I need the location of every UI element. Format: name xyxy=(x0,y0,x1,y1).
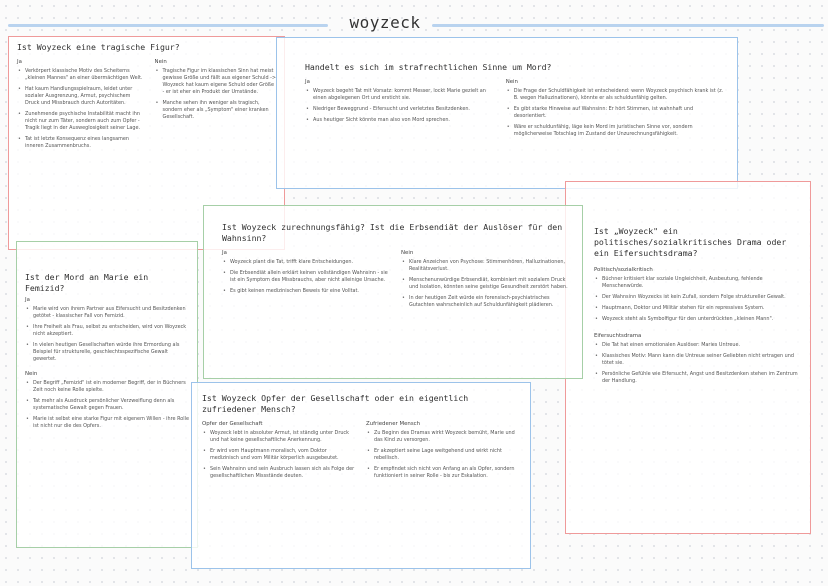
bullet-item: • Die Erbsendiät allein erklärt keinen vollständigen Wahnsinn - sie ist ein Symptom des Missbrauchs, aber nicht alleinige Ursache. xyxy=(222,270,391,284)
bullet-item: • Büchner kritisiert klar soziale Ungleichheit, Ausbeutung, fehlende Menschenwürde. xyxy=(594,276,798,290)
bullet-item: • Es gibt starke Hinweise auf Wahnsinn: Er hört Stimmen, ist wahnhaft und desorientiert. xyxy=(506,106,725,120)
bullet-item: • Zunehmende psychische Instabilität macht ihn nicht nur zum Täter, sondern auch zum Opfer - Tragik liegt in der Ausweglosigkeit seiner Lage. xyxy=(17,111,145,132)
bullet-item: • Persönliche Gefühle wie Eifersucht, Angst und Besitzdenken stehen im Zentrum der Handlung. xyxy=(594,371,798,385)
bullet-item: • Der Wahnsinn Woyzecks ist kein Zufall, sondern Folge struktureller Gewalt. xyxy=(594,294,798,301)
bullet-item: • Manche sehen ihn weniger als tragisch, sondern eher als „Symptom" einer kranken Gesellschaft. xyxy=(155,100,276,121)
bullet-item: • Die Tat hat einen emotionalen Auslöser: Maries Untreue. xyxy=(594,342,798,349)
eifersucht-list xyxy=(594,342,798,385)
bullet-item: • Verkörpert klassische Motiv des Scheiterns „kleinen Mannes" an einer übermächtigen Welt. xyxy=(17,68,145,82)
ja-list xyxy=(17,68,145,150)
title-underline-left xyxy=(8,24,328,27)
bullet-item: • Er wird vom Hauptmann moralisch, vom Doktor medizinisch und vom Militär körperlich ausgebeutet. xyxy=(202,448,356,462)
bullet-item: • Tat mehr als Ausdruck persönlicher Verzweiflung denn als systematische Gewalt gegen Frauen. xyxy=(25,398,189,412)
opfer-list xyxy=(202,430,356,480)
column-heading-ja: Ja xyxy=(17,59,22,66)
bullet-item: • Aus heutiger Sicht könnte man also von Mord sprechen. xyxy=(305,117,496,124)
nein-list xyxy=(506,88,725,138)
bullet-item: • Die Frage der Schuldfähigkeit ist entscheidend: wenn Woyzeck psychisch krank ist (z. B. wegen Halluzinationen), könnte er als schuldunfähig gelten. xyxy=(506,88,725,102)
ja-list xyxy=(305,88,496,124)
bullet-item: • Hat kaum Handlungsspielraum, leidet unter sozialer Ausgrenzung, Armut, psychischem Druck und Missbrauch durch Autoritäten. xyxy=(17,86,145,107)
bullet-item: • Er empfindet sich nicht von Anfang an als Opfer, sondern funktioniert in seiner Rolle - bis zur Eskalation. xyxy=(366,466,520,480)
column-heading-nein: Nein xyxy=(154,59,167,66)
politisch-list xyxy=(594,276,798,323)
column-heading-opfer: Opfer der Gesellschaft xyxy=(202,421,263,428)
card-femizid xyxy=(16,241,198,548)
bullet-item: • Tat ist letzte Konsequenz eines langsamen inneren Zusammenbruchs. xyxy=(17,136,145,150)
bullet-item: • Woyzeck plant die Tat, trifft klare Entscheidungen. xyxy=(222,259,391,266)
nein-list xyxy=(25,380,189,430)
bullet-item: • Hauptmann, Doktor und Militär stehen für ein repressives System. xyxy=(594,305,798,312)
bullet-item: • Woyzeck lebt in absoluter Armut, ist ständig unter Druck und hat keine gesellschaftliche Anerkennung. xyxy=(202,430,356,444)
section-heading-ja: Ja xyxy=(25,297,30,304)
bullet-item: • Sein Wahnsinn und sein Ausbruch lassen sich als Folge der gesellschaftlichen Missstände deuten. xyxy=(202,466,356,480)
bullet-item: • Ihre Freiheit als Frau, selbst zu entscheiden, wird von Woyzeck nicht akzeptiert. xyxy=(25,324,189,338)
section-heading-eifersucht: Eifersuchtsdrama xyxy=(594,332,642,339)
bullet-item: • Zu Beginn des Dramas wirkt Woyzeck bemüht, Marie und das Kind zu versorgen. xyxy=(366,430,520,444)
card-question: Handelt es sich im strafrechtlichen Sinne um Mord? xyxy=(305,62,552,72)
card-question: Ist der Mord an Marie ein Femizid? xyxy=(25,272,149,294)
column-heading-ja: Ja xyxy=(305,79,310,86)
bullet-item: • Klare Anzeichen von Psychose: Stimmenhören, Halluzinationen, Realitätsverlust. xyxy=(401,259,570,273)
card-zurechnungsfaehig xyxy=(203,205,583,379)
card-question: Ist „Woyzeck" ein politisches/sozialkritisches Drama oder ein Eifersuchtsdrama? xyxy=(594,226,787,259)
card-question: Ist Woyzeck eine tragische Figur? xyxy=(17,42,180,52)
card-politisches-drama xyxy=(565,181,811,534)
card-opfer-gesellschaft xyxy=(191,382,531,569)
bullet-item: • In der heutigen Zeit würde ein forensisch-psychiatrisches Gutachten wahrscheinlich auf Schuldunfähigkeit plädieren. xyxy=(401,295,570,309)
column-heading-nein: Nein xyxy=(505,79,518,86)
column-heading-ja: Ja xyxy=(222,250,227,257)
ja-list xyxy=(25,306,189,363)
bullet-item: • Wäre er schuldunfähig, läge kein Mord im juristischen Sinne vor, sondern möglicherweise Totschlag im Zustand der Unzurechnungsfähigkeit. xyxy=(506,124,725,138)
bullet-item: • Marie wird von ihrem Partner aus Eifersucht und Besitzdenken getötet - klassischer Fall von Femizid. xyxy=(25,306,189,320)
bullet-item: • Der Begriff „Femizid" ist ein moderner Begriff, der in Büchners Zeit noch keine Rolle spielte. xyxy=(25,380,189,394)
card-strafrecht-mord xyxy=(276,37,738,189)
bullet-item: • Woyzeck steht als Symbolfigur für den unterdrückten „kleinen Mann". xyxy=(594,316,798,323)
section-heading-politisch: Politisch/sozialkritisch xyxy=(594,267,653,274)
nein-list xyxy=(401,259,570,309)
bullet-item: • Niedriger Beweggrund - Eifersucht und verletztes Besitzdenken. xyxy=(305,106,496,113)
card-question: Ist Woyzeck zurechnungsfähig? Ist die Erbsendiät der Auslöser für den Wahnsinn? xyxy=(222,222,563,244)
bullet-item: • Tragische Figur im klassischen Sinn hat meist gewisse Größe und fällt aus eigener Schuld -> Woyzeck hat kaum eigene Schuld oder Größe - er ist eher ein Produkt der Umstände. xyxy=(155,68,276,96)
card-question: Ist Woyzeck Opfer der Gesellschaft oder ein eigentlich zufriedener Mensch? xyxy=(202,393,469,415)
title-underline-right xyxy=(432,24,824,27)
zufrieden-list xyxy=(366,430,520,480)
ja-list xyxy=(222,259,391,295)
page-title: woyzeck xyxy=(349,13,421,32)
bullet-item: • Er akzeptiert seine Lage weitgehend und wirkt nicht rebellisch. xyxy=(366,448,520,462)
bullet-item: • Woyzeck begeht Tat mit Vorsatz: kommt Messer, lockt Marie gezielt an einen abgelegenen Ort und ersticht sie. xyxy=(305,88,496,102)
section-heading-nein: Nein xyxy=(25,370,38,377)
bullet-item: • Menschenunwürdige Erbsendiät, kombiniert mit sozialem Druck und Isolation, könnten seine geistige Gesundheit zerstört haben. xyxy=(401,277,570,291)
bullet-item: • Es gibt keinen medizinischen Beweis für eine Volltat. xyxy=(222,288,391,295)
nein-list xyxy=(155,68,276,121)
column-heading-zufrieden: Zufriedener Mensch xyxy=(366,421,421,428)
bullet-item: • Klassisches Motiv: Mann kann die Untreue seiner Geliebten nicht ertragen und tötet sie. xyxy=(594,353,798,367)
bullet-item: • In vielen heutigen Gesellschaften würde ihre Ermordung als Beispiel für strukturelle, geschlechtsspezifische Gewalt gewertet. xyxy=(25,342,189,363)
column-heading-nein: Nein xyxy=(401,250,414,257)
bullet-item: • Marie ist selbst eine starke Figur mit eigenem Willen - ihre Rolle ist nicht nur die des Opfers. xyxy=(25,416,189,430)
